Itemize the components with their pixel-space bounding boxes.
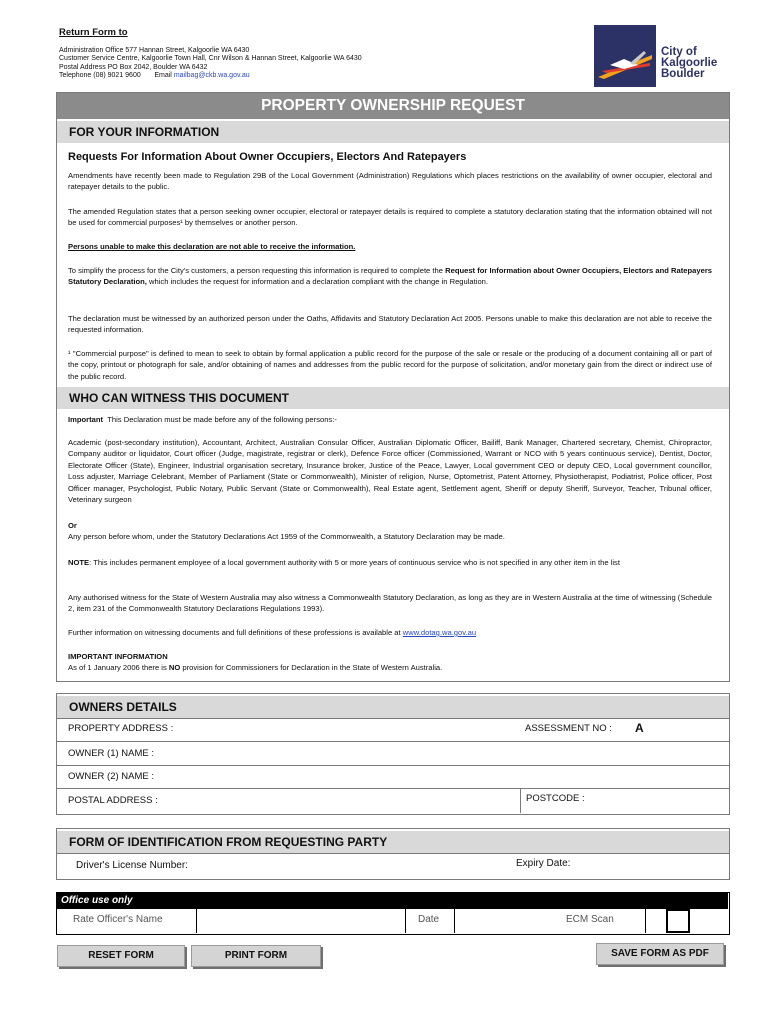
print-form-button[interactable]: PRINT FORM (191, 945, 321, 967)
text-run: which includes the request for information and a declaration compliant with the change in Regulation. (146, 277, 488, 287)
postcode-label: POSTCODE : (526, 793, 585, 804)
logo-line: City of (661, 46, 697, 58)
logo-line: Kalgoorlie (661, 57, 718, 69)
city-logo (594, 25, 729, 87)
email-label: Email (154, 72, 172, 80)
rate-officer-label: Rate Officer's Name (73, 914, 163, 925)
divider (57, 788, 729, 789)
logo-emblem (594, 25, 656, 87)
postal-address-label: POSTAL ADDRESS : (68, 795, 158, 806)
text-run: As of 1 January 2006 there is (68, 663, 169, 672)
owner2-field[interactable] (180, 767, 720, 785)
divider (405, 909, 406, 933)
address-line: Customer Service Centre, Kalgoorlie Town Hall, Cnr Wilson & Hannan Street, Kalgoorlie WA 6430 (59, 55, 362, 63)
info-subtitle: Requests For Information About Owner Occupiers, Electors And Ratepayers (68, 151, 467, 163)
divider (454, 909, 455, 933)
assessment-no-label: ASSESSMENT NO : (525, 723, 612, 734)
info-paragraph: The declaration must be witnessed by an authorized person under the Oaths, Affidavits and Statutory Declaration Act 2005. Persons unable to make this declaration are not able to receive the requested information. (68, 314, 712, 335)
important-info-label: IMPORTANT INFORMATION (68, 652, 168, 661)
note-label: NOTE (68, 558, 90, 567)
property-address-label: PROPERTY ADDRESS : (68, 723, 174, 734)
ecm-scan-label: ECM Scan (566, 914, 614, 925)
owners-heading: OWNERS DETAILS (57, 696, 729, 718)
expiry-field[interactable] (585, 856, 720, 874)
reset-form-button[interactable]: RESET FORM (57, 945, 185, 967)
return-form-label: Return Form to (59, 27, 128, 38)
divider (57, 718, 729, 719)
text-run: : This includes permanent employee of a local government authority with 5 or more years of continuous service who is not specified in any other item in the list (89, 558, 620, 567)
owner2-label: OWNER (2) NAME : (68, 771, 155, 782)
witness-heading: WHO CAN WITNESS THIS DOCUMENT (57, 387, 729, 409)
divider (645, 909, 646, 933)
divider (520, 788, 521, 813)
date-label: Date (418, 914, 440, 925)
owner1-label: OWNER (1) NAME : (68, 748, 155, 759)
info-paragraph (68, 265, 712, 288)
office-heading: Office use only (57, 893, 728, 909)
important-label: Important (68, 415, 104, 424)
dotag-link[interactable]: www.dotag.wa.gov.au (402, 628, 477, 637)
text-run: Further information on witnessing documents and full definitions of these professions is available at (68, 628, 403, 637)
info-paragraph: The amended Regulation states that a person seeking owner occupier, electoral or ratepayer details is required to complete a statutory declaration stating that the information obtained will not be used for commercial purposes¹ by themselves or another person. (68, 207, 712, 228)
assessment-no-field[interactable]: A (635, 721, 644, 735)
contact-line (59, 72, 362, 80)
witness-note (68, 557, 712, 568)
address-block (59, 47, 362, 81)
witness-further (68, 627, 712, 638)
info-warning: Persons unable to make this declaration are not able to receive the information. (68, 242, 356, 251)
witness-or: Or (68, 521, 77, 530)
text-run: To simplify the process for the City's customers, a person requesting this information is required to complete the (68, 266, 446, 275)
rate-officer-field[interactable] (198, 911, 403, 931)
save-pdf-button[interactable]: SAVE FORM AS PDF (596, 943, 724, 965)
property-address-field[interactable] (190, 720, 510, 738)
email-link[interactable]: mailbag@ckb.wa.gov.au (173, 72, 250, 80)
logo-text (661, 47, 717, 80)
text-run: provision for Commissioners for Declaration in the State of Western Australia. (180, 663, 443, 672)
postcode-field[interactable] (595, 791, 720, 809)
form-title: PROPERTY OWNERSHIP REQUEST (57, 93, 729, 119)
expiry-label: Expiry Date: (516, 858, 571, 869)
witness-any-person: Any person before whom, under the Statutory Declarations Act 1959 of the Commonwealth, a Statutory Declaration may be made. (68, 532, 505, 541)
telephone: Telephone (08) 9021 9600 (59, 72, 141, 80)
address-line: Postal Address PO Box 2042, Boulder WA 6432 (59, 63, 208, 71)
witness-list: Academic (post-secondary institution), Accountant, Architect, Australian Consular Officer, Australian Diplomatic Officer, Bailiff, Bank Manager, Chartered secretary, Chemist, Chiropractor, Company auditor or liquidator, Court officer (Judge, magistrate, registrar or clerk), Defence Force officer (Commissioned, Warrant or NCO with 5 years continuous service), Dentist, Doctor, Electorate Officer (State), Engineer, Industrial organisation secretary, Insurance broker, Justice of the Peace, Lawyer, Local government CEO or deputy CEO, Local government councillor, Loss adjuster, Marriage Celebrant, Member of Parliament (State or Commonwealth), Minister of religion, Nurse, Optometrist, Patent Attorney, Physiotherapist, Podiatrist, Police officer, Post Officer manager, Psychologist, Public Notary, Public Servant (State or Commonwealth), Real Estate agent, Settlement agent, Sheriff or deputy Sheriff, Surveyor, Teacher, Tribunal officer, Veterinary surgeon (68, 438, 712, 505)
identification-heading: FORM OF IDENTIFICATION FROM REQUESTING PARTY (57, 831, 729, 853)
witness-important (68, 414, 712, 425)
owner1-field[interactable] (180, 744, 720, 762)
address-line: Administration Office 577 Hannan Street, Kalgoorlie WA 6430 (59, 47, 250, 54)
license-field[interactable] (215, 856, 495, 874)
logo-line: Boulder (661, 68, 705, 80)
witness-authorised: Any authorised witness for the State of Western Australia may also witness a Commonwealth Statutory Declaration, as long as they are in Western Australia at the time of witnessing (Schedule 2, item 231 of the Commonwealth Statutory Declarations Regulations 1993). (68, 593, 712, 614)
text-run: This Declaration must be made before any of the following persons:- (107, 415, 337, 424)
text-run-bold: Request for Information about Owner Occupiers, Electors and Ratepayers Statutory Declaration, (68, 266, 712, 287)
important-info-text (68, 662, 712, 673)
date-field[interactable] (456, 911, 526, 931)
license-label: Driver's License Number: (76, 860, 188, 871)
postal-address-field[interactable] (170, 791, 510, 809)
info-paragraph: Amendments have recently been made to Regulation 29B of the Local Government (Administration) Regulations which places restrictions on the availability of owner occupier, electoral and ratepayer details to the public. (68, 171, 712, 192)
divider (57, 853, 729, 854)
divider (57, 741, 729, 742)
info-heading: FOR YOUR INFORMATION (57, 121, 729, 143)
footnote: ¹ "Commercial purpose" is defined to mean to seek to obtain by formal application a public record for the purpose of the sale or resale or the producing of a document containing all or part of the copy, printout or photograph for sale, and/or obtaining of names and addresses from the public record for the purpose of solicitation, and/or monetary gain from the direct or indirect use of the public record. (68, 349, 712, 381)
text-run-bold: NO (168, 663, 181, 672)
divider (57, 765, 729, 766)
divider (196, 909, 197, 933)
ecm-scan-checkbox[interactable] (666, 909, 690, 933)
